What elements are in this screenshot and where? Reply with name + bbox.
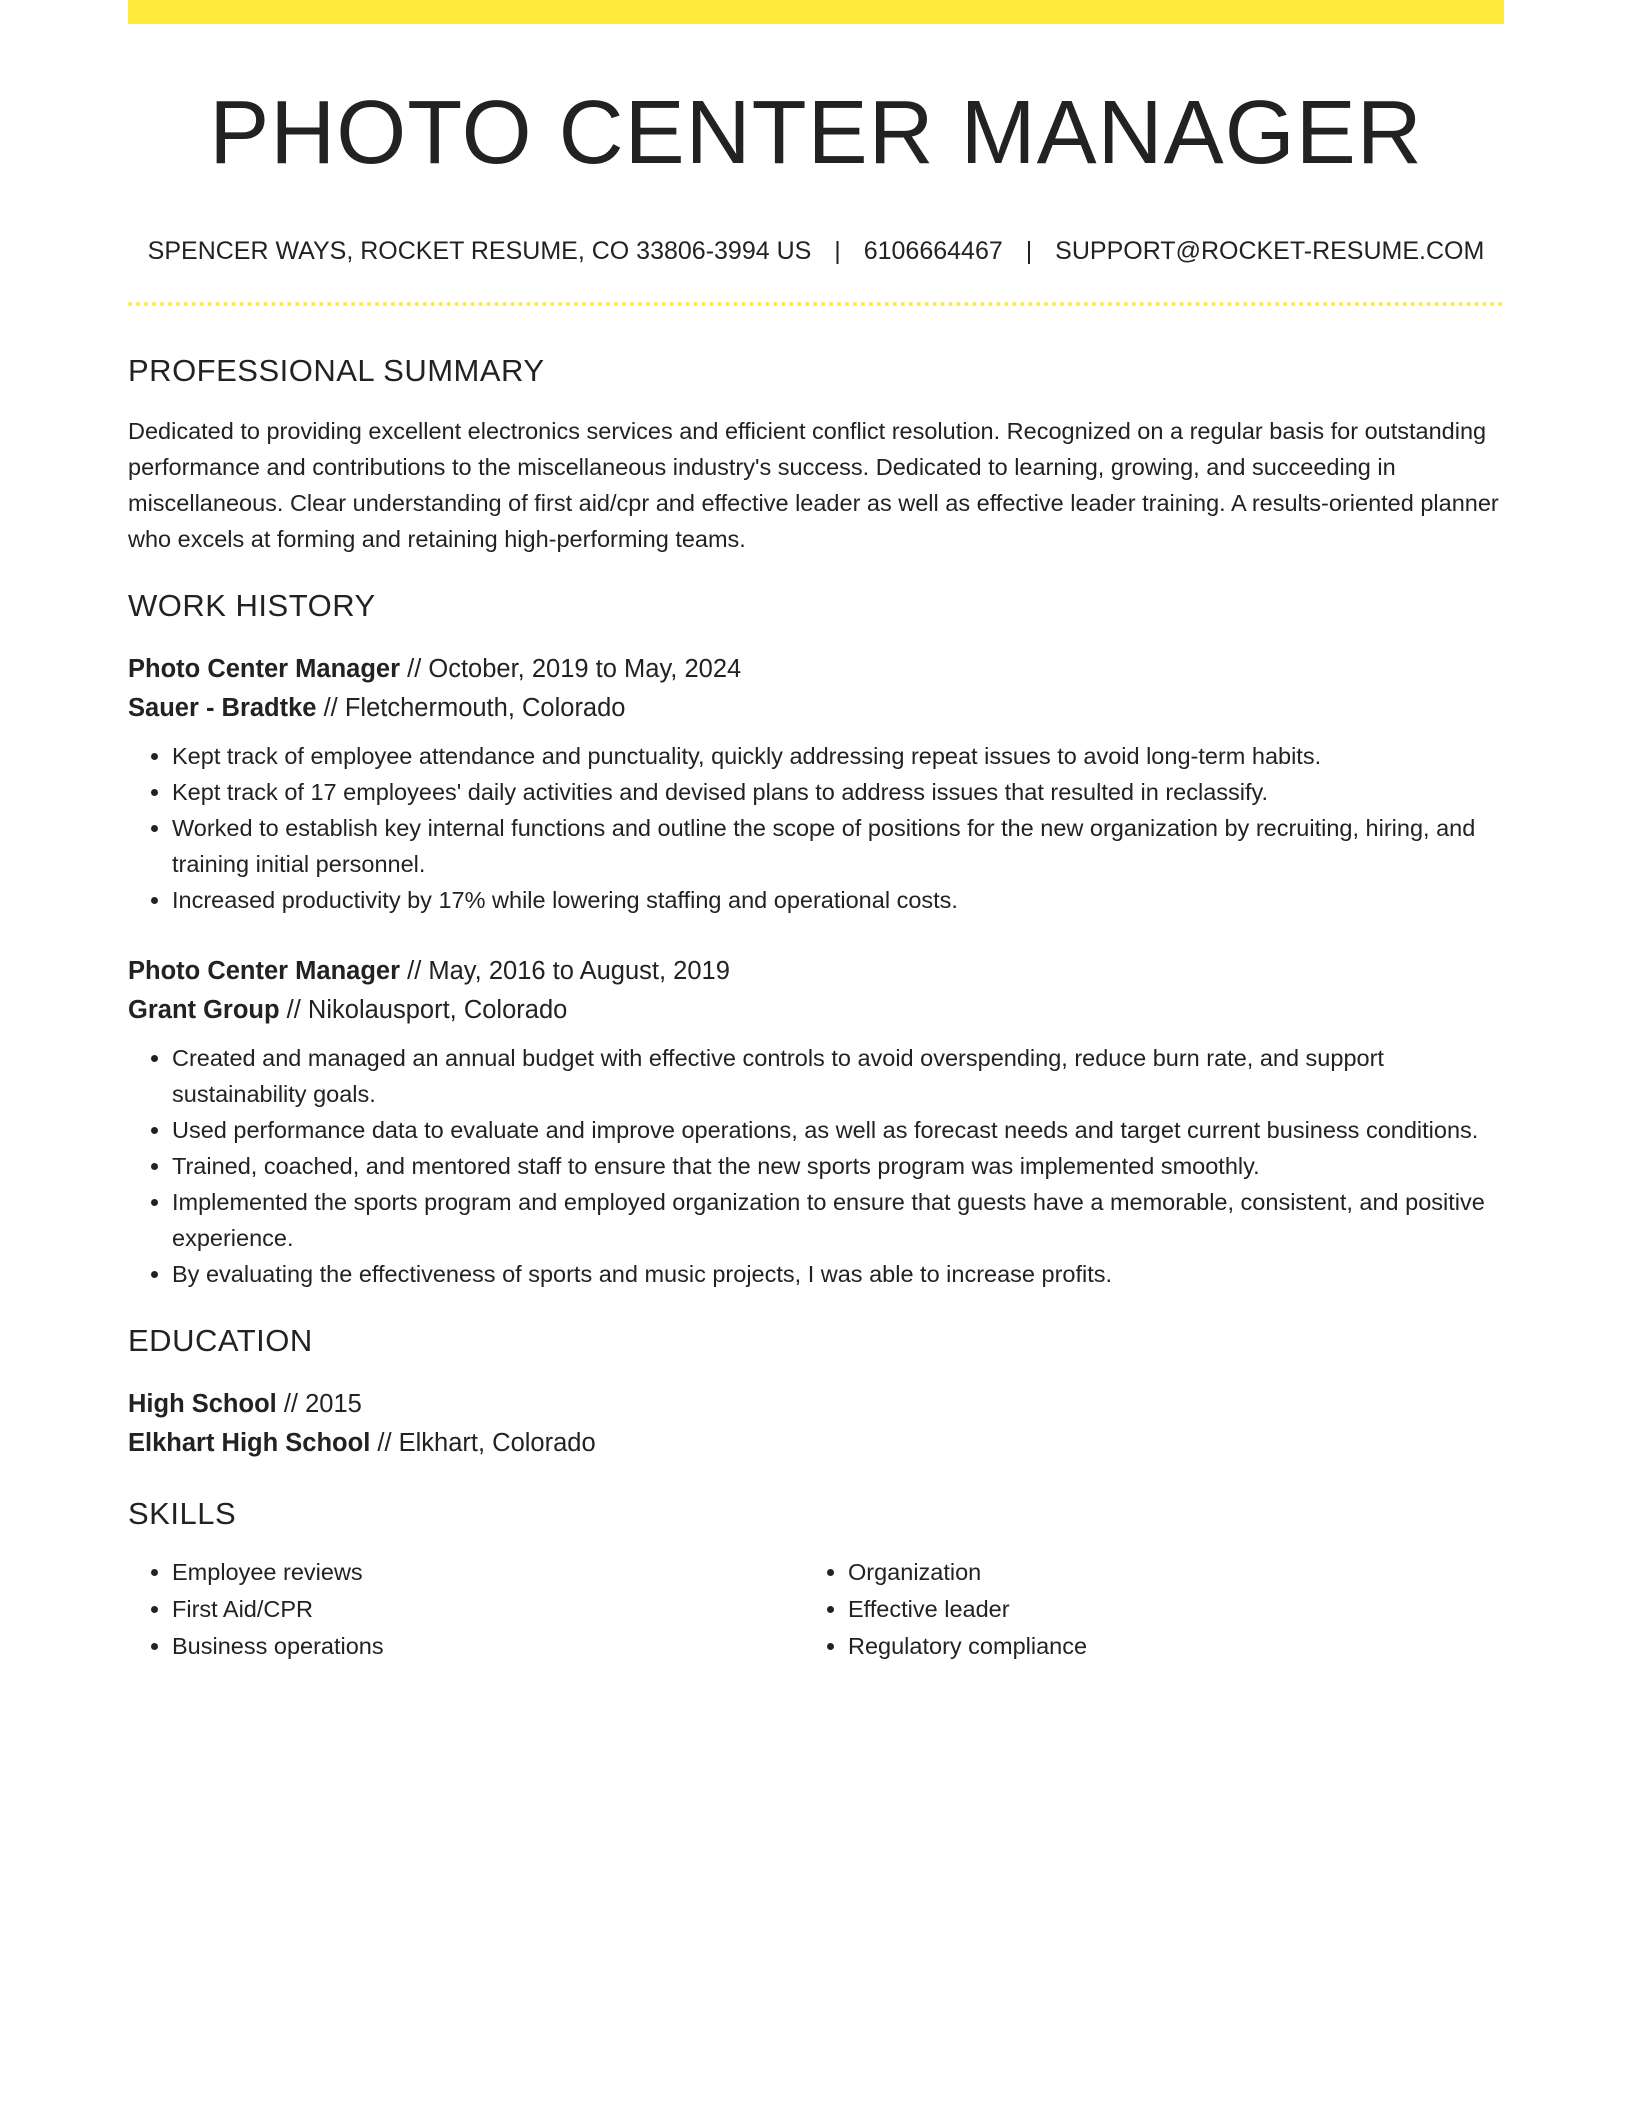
contact-separator: | [834, 237, 841, 265]
list-item: • Worked to establish key internal functions and outline the scope of positions for the new organization by recruiting, hiring, and training initial personnel. [172, 810, 1504, 882]
job-location: // Nikolausport, Colorado [279, 995, 568, 1024]
candidate-title: PHOTO CENTER MANAGER [209, 83, 1423, 183]
education-location: // Elkhart, Colorado [370, 1429, 596, 1458]
skill-item: • Organization [848, 1554, 1480, 1591]
skill-item: • First Aid/CPR [172, 1591, 804, 1628]
job-dates: // May, 2016 to August, 2019 [400, 956, 730, 985]
section-title-education: EDUCATION [128, 1322, 313, 1358]
education-degree: High School [128, 1390, 277, 1419]
list-item: • Created and managed an annual budget with effective controls to avoid overspending, reduce burn rate, and support sustainability goals. [172, 1040, 1504, 1112]
job-title-line [128, 952, 1504, 991]
skills-column-right [804, 1554, 1480, 1665]
education-year: // 2015 [276, 1390, 362, 1419]
email-address: SUPPORT@ROCKET-RESUME.COM [1055, 237, 1485, 265]
job-location: // Fletchermouth, Colorado [316, 693, 626, 722]
job-company: Sauer - Bradtke [128, 693, 317, 722]
resume-page [128, 0, 1504, 1665]
job-entry [128, 952, 1504, 1292]
education-entry [128, 1385, 1504, 1463]
job-dates: // October, 2019 to May, 2024 [400, 654, 742, 683]
skill-item: • Regulatory compliance [848, 1628, 1480, 1665]
list-item: • Kept track of 17 employees' daily activities and devised plans to address issues that resulted in reclassify. [172, 774, 1504, 810]
job-bullets [128, 1040, 1504, 1292]
job-company-line [128, 991, 1504, 1030]
contact-separator: | [1025, 237, 1033, 265]
section-title-work-history: WORK HISTORY [128, 587, 376, 623]
address: SPENCER WAYS, ROCKET RESUME, CO 33806-3994 US [147, 237, 812, 265]
skill-item: • Effective leader [848, 1591, 1480, 1628]
list-item: • Trained, coached, and mentored staff to ensure that the new sports program was implemented smoothly. [172, 1148, 1504, 1184]
summary-text: Dedicated to providing excellent electronics services and efficient conflict resolution. Recognized on a regular basis for outstanding performance and contributions to the miscellaneous industry's success. Dedicated to learning, growing, and succeeding in miscellaneous. Clear understanding of first aid/cpr and effective leader as well as effective leader training. A results-oriented planner who excels at forming and retaining high-performing teams. [128, 417, 1499, 552]
skills-grid [128, 1554, 1504, 1665]
education-school: Elkhart High School [128, 1429, 371, 1458]
accent-bar [128, 0, 1504, 24]
list-item: • Implemented the sports program and employed organization to ensure that guests have a memorable, consistent, and positive experience. [172, 1184, 1504, 1256]
dotted-divider [128, 302, 1504, 306]
education-school-line [128, 1424, 1504, 1463]
skill-item: • Business operations [172, 1628, 804, 1665]
job-role: Photo Center Manager [128, 956, 401, 985]
education-degree-line [128, 1385, 1504, 1424]
list-item: • Used performance data to evaluate and improve operations, as well as forecast needs and target current business conditions. [172, 1112, 1504, 1148]
job-title-line [128, 650, 1504, 689]
job-company: Grant Group [128, 995, 280, 1024]
list-item: • Increased productivity by 17% while lowering staffing and operational costs. [172, 882, 1504, 918]
job-bullets [128, 738, 1504, 918]
list-item: • By evaluating the effectiveness of sports and music projects, I was able to increase profits. [172, 1256, 1504, 1292]
job-role: Photo Center Manager [128, 654, 401, 683]
job-entry [128, 650, 1504, 918]
skill-item: • Employee reviews [172, 1554, 804, 1591]
skills-column-left [128, 1554, 804, 1665]
list-item: • Kept track of employee attendance and punctuality, quickly addressing repeat issues to avoid long-term habits. [172, 738, 1504, 774]
contact-line [128, 235, 1504, 268]
phone-number: 6106664467 [863, 237, 1003, 265]
job-company-line [128, 689, 1504, 728]
section-title-summary: PROFESSIONAL SUMMARY [128, 352, 545, 388]
section-title-skills: SKILLS [128, 1496, 237, 1532]
